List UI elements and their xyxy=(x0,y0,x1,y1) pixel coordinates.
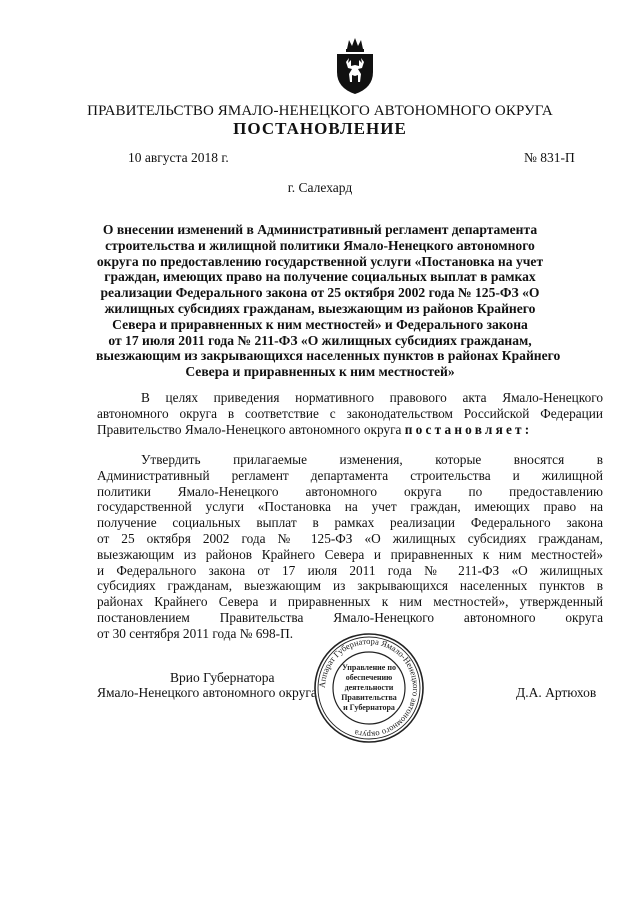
stamp-ring-text: Аппарат Губернатора Ямало-Ненецкого автономного округа xyxy=(316,635,422,741)
title-line: Севера и приравненных к ним местностей» и Федерального закона xyxy=(112,316,528,332)
body-line: выезжающим из районов Крайнего Севера и приравненных к ним местностей» xyxy=(97,546,603,562)
body-line: субсидиях гражданам, выезжающим из закрывающихся населенных пунктов в xyxy=(97,578,603,594)
signatory-title-line2: Ямало-Ненецкого автономного округа xyxy=(97,685,317,700)
official-stamp xyxy=(313,632,425,744)
body-line: и Федерального закона от 17 июля 2011 года № 211-ФЗ «О жилищных xyxy=(97,562,603,578)
document-city: г. Салехард xyxy=(287,180,353,195)
title-line: О внесении изменений в Административный регламент департамента xyxy=(102,222,538,237)
document-type: ПОСТАНОВЛЕНИЕ xyxy=(233,119,407,138)
body-line: от 30 сентября 2011 года № 698-П. xyxy=(97,625,294,641)
body-line: постановлением Правительства Ямало-Ненецкого автономного округа xyxy=(97,609,603,625)
organization-name: ПРАВИТЕЛЬСТВО ЯМАЛО-НЕНЕЦКОГО АВТОНОМНОГО ОКРУГА xyxy=(87,103,553,119)
stamp-center-line: Управление по xyxy=(342,663,396,672)
stamp-seal-icon xyxy=(313,632,425,744)
title-line: Севера и приравненных к ним местностей» xyxy=(185,364,455,380)
stamp-center-line: обеспечению xyxy=(345,673,393,682)
preamble-text: Правительство Ямало-Ненецкого автономного округа xyxy=(97,421,402,437)
body-line: государственной услуги «Постановка на учет граждан, имеющих право на xyxy=(97,499,603,515)
document-number: № 831-П xyxy=(524,150,575,165)
body-line: районах Крайнего Севера и приравненных к ним местностей», утвержденный xyxy=(97,594,603,610)
body-line: от 25 октября 2002 года № 125-ФЗ «О жилищных субсидиях гражданам, xyxy=(97,530,603,546)
title-line: жилищных субсидиях гражданам, выезжающим из районов Крайнего xyxy=(104,300,536,316)
title-line: граждан, имеющих право на получение социальных выплат в рамках xyxy=(104,269,536,285)
stamp-center-line: Правительства xyxy=(341,693,397,702)
stamp-center-line: деятельности xyxy=(344,683,394,692)
resolves-word: постановляет: xyxy=(404,421,533,437)
coat-of-arms-emblem xyxy=(331,36,379,96)
stamp-center-line: и Губернатора xyxy=(343,703,395,712)
title-line: выезжающим из закрывающихся населенных пунктов в районах Крайнего xyxy=(96,348,561,364)
document-title xyxy=(96,222,561,380)
preamble-paragraph xyxy=(97,390,603,437)
body-line: получение социальных выплат в рамках реализации Федерального закона xyxy=(97,515,603,531)
title-line: округа по предоставлению государственной услуги «Постановка на учет xyxy=(96,253,544,269)
coat-of-arms-icon xyxy=(331,36,379,96)
title-line: от 17 июля 2011 года № 211-ФЗ «О жилищных субсидиях гражданам, xyxy=(108,332,532,348)
body-line: политики Ямало-Ненецкого автономного округа по предоставлению xyxy=(97,483,603,499)
title-line: реализации Федерального закона от 25 октября 2002 года № 125-ФЗ «О xyxy=(100,285,540,301)
preamble-line: В целях приведения нормативного правового акта Ямало-Ненецкого xyxy=(141,390,603,405)
title-line: строительства и жилищной политики Ямало-Ненецкого автономного xyxy=(105,237,535,253)
signatory-title-line1: Врио Губернатора xyxy=(170,670,275,685)
body-paragraph xyxy=(97,452,603,642)
document-date: 10 августа 2018 г. xyxy=(128,150,229,165)
body-line: Утвердить прилагаемые изменения, которые вносятся в xyxy=(141,452,603,467)
signatory-name: Д.А. Артюхов xyxy=(516,685,597,700)
body-line: Административный регламент департамента строительства и жилищной xyxy=(97,467,603,483)
preamble-line: автономного округа в соответствие с законодательством Российской Федерации xyxy=(97,405,603,421)
preamble-line-last xyxy=(97,422,603,438)
